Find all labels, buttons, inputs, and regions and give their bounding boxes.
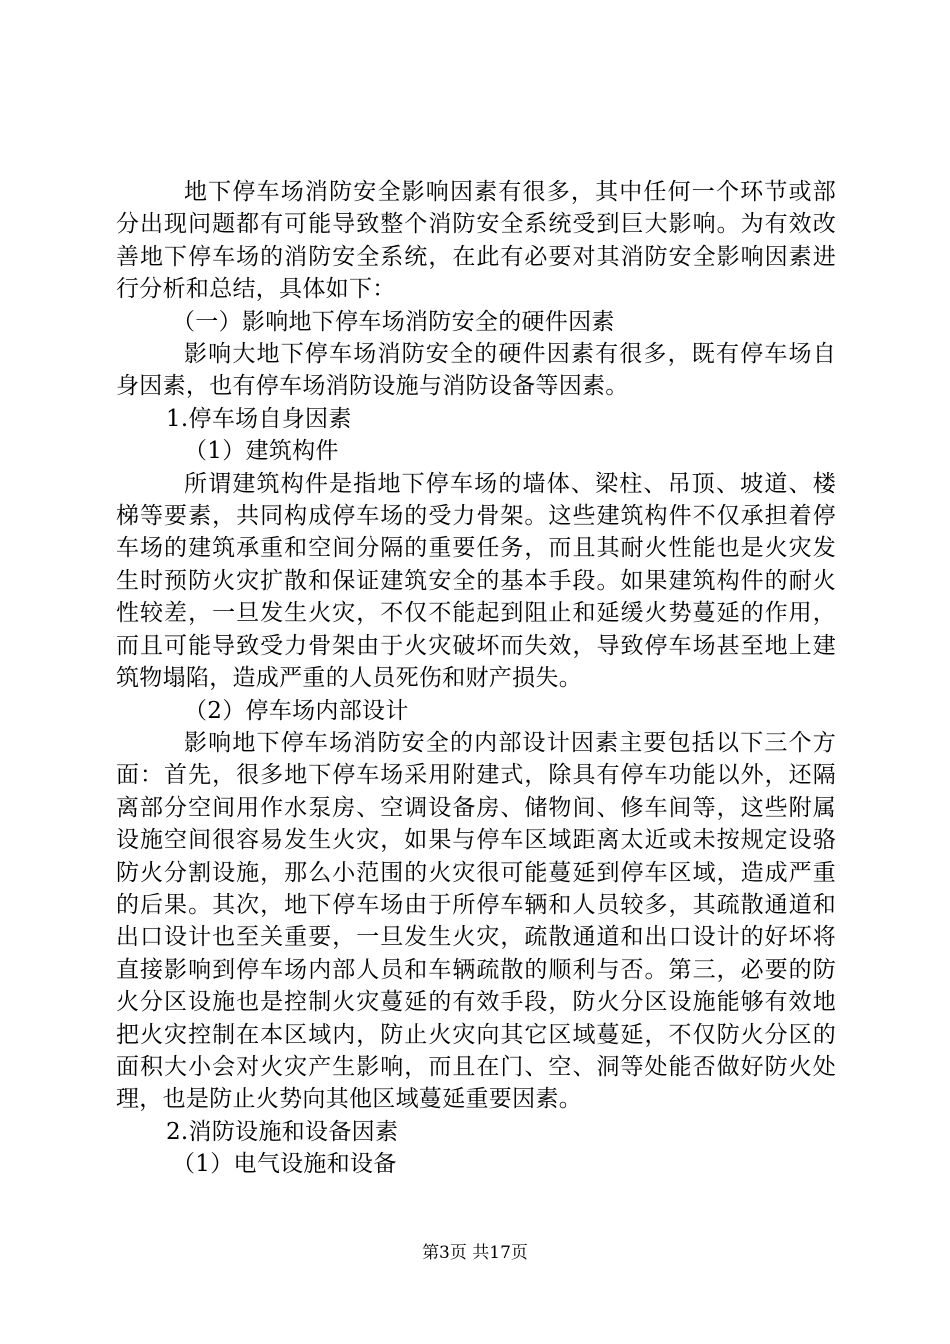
- internal-design-paragraph: 影响地下停车场消防安全的内部设计因素主要包括以下三个方面：首先，很多地下停车场采用附建式，除具有停车功能以外，还隔离部分空间用作水泵房、空调设备房、储物间、修车间等，这些附属设施空间很容易发生火灾，如果与停车区域距离太近或未按规定设骆防火分割设施，那么小范围的火灾很可能蔓延到停车区域，造成严重的后果。其次，地下停车场由于所停车辆和人员较多，其疏散通道和出口设计也至关重要，一旦发生火灾，疏散通道和出口设计的好坏将直接影响到停车场内部人员和车辆疏散的顺利与否。第三，必要的防火分区设施也是控制火灾蔓延的有效手段，防火分区设施能够有效地把火灾控制在本区域内，防止火灾向其它区域蔓延，不仅防火分区的面积大小会对火灾产生影响，而且在门、空、洞等处能否做好防火处理，也是防止火势向其他区域蔓延重要因素。: [116, 729, 836, 1113]
- item-heading-electrical: （1）电气设施和设备: [172, 1151, 397, 1178]
- building-components-paragraph: 所谓建筑构件是指地下停车场的墙体、梁柱、吊顶、坡道、楼梯等要素，共同构成停车场的受力骨架。这些建筑构件不仅承担着停车场的建筑承重和空间分隔的重要任务，而且其耐火性能也是火灾发生时预防火灾扩散和保证建筑安全的基本手段。如果建筑构件的耐火性较差，一旦发生火灾，不仅不能起到阻止和延缓火势蔓延的作用，而且可能导致受力骨架由于火灾破坏而失效，导致停车场甚至地上建筑物塌陷，造成严重的人员死伤和财产损失。: [116, 470, 836, 692]
- hardware-intro-paragraph: 影响大地下停车场消防安全的硬件因素有很多，既有停车场自身因素，也有停车场消防设施与消防设备等因素。: [116, 341, 836, 400]
- intro-paragraph: 地下停车场消防安全影响因素有很多，其中任何一个环节或部分出现问题都有可能导致整个消防安全系统受到巨大影响。为有效改善地下停车场的消防安全系统，在此有必要对其消防安全影响因素进行分析和总结，具体如下：: [116, 179, 836, 303]
- item-heading-building-components: （1）建筑构件: [184, 438, 339, 465]
- subsection-heading-parking-itself: 1.停车场自身因素: [166, 405, 352, 432]
- item-heading-internal-design: （2）停车场内部设计: [184, 697, 409, 724]
- section-heading-hardware: （一）影响地下停车场消防安全的硬件因素: [172, 308, 615, 335]
- page-footer: 第3页 共17页: [422, 1243, 528, 1263]
- document-body: [116, 176, 836, 1181]
- subsection-heading-facilities: 2.消防设施和设备因素: [166, 1118, 399, 1145]
